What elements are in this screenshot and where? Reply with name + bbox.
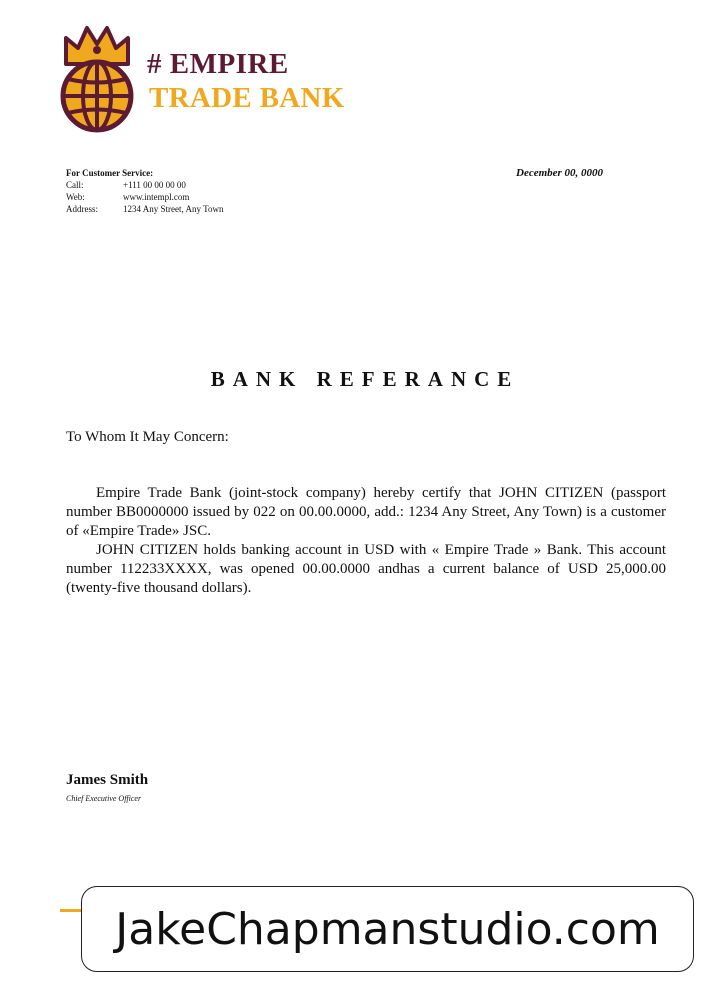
signatory-name: James Smith	[66, 772, 149, 788]
contact-value: www.intempl.com	[123, 192, 190, 202]
crowned-globe-icon	[58, 24, 136, 136]
contact-row-call	[66, 179, 223, 191]
brand-name-line2: TRADE BANK	[149, 82, 345, 114]
brand-name-line1: # EMPIRE	[147, 48, 289, 80]
contact-value: 1234 Any Street, Any Town	[123, 204, 224, 214]
contact-label: Address:	[66, 204, 98, 214]
signatory-title: Chief Executive Officer	[66, 794, 142, 803]
customer-service-title: For Customer Service:	[66, 168, 154, 178]
contact-row-address	[66, 203, 223, 215]
contact-row-web	[66, 191, 223, 203]
contact-label: Call:	[66, 180, 84, 190]
document-title: BANK REFERANCE	[210, 367, 520, 391]
body-paragraph: JOHN CITIZEN holds banking account in USD with « Empire Trade » Bank. This account number 112233XXXX, was opened 00.00.0000 andhas a current balance of USD 25,000.00 (twenty-five thousand dollars).	[66, 542, 666, 596]
letter-body	[66, 484, 666, 598]
customer-service-block	[66, 167, 223, 215]
letter-date: December 00, 0000	[516, 167, 604, 179]
body-paragraph: Empire Trade Bank (joint-stock company) hereby certify that JOHN CITIZEN (passport number BB0000000 issued by 022 on 00.00.0000, add.: 1234 Any Street, Any Town) is a customer of «Empire Trade» JSC.	[66, 485, 666, 539]
watermark-badge: JakeChapmanstudio.com	[81, 886, 694, 972]
salutation: To Whom It May Concern:	[66, 429, 229, 445]
contact-label: Web:	[66, 192, 85, 202]
contact-value: +111 00 00 00 00	[123, 180, 186, 190]
